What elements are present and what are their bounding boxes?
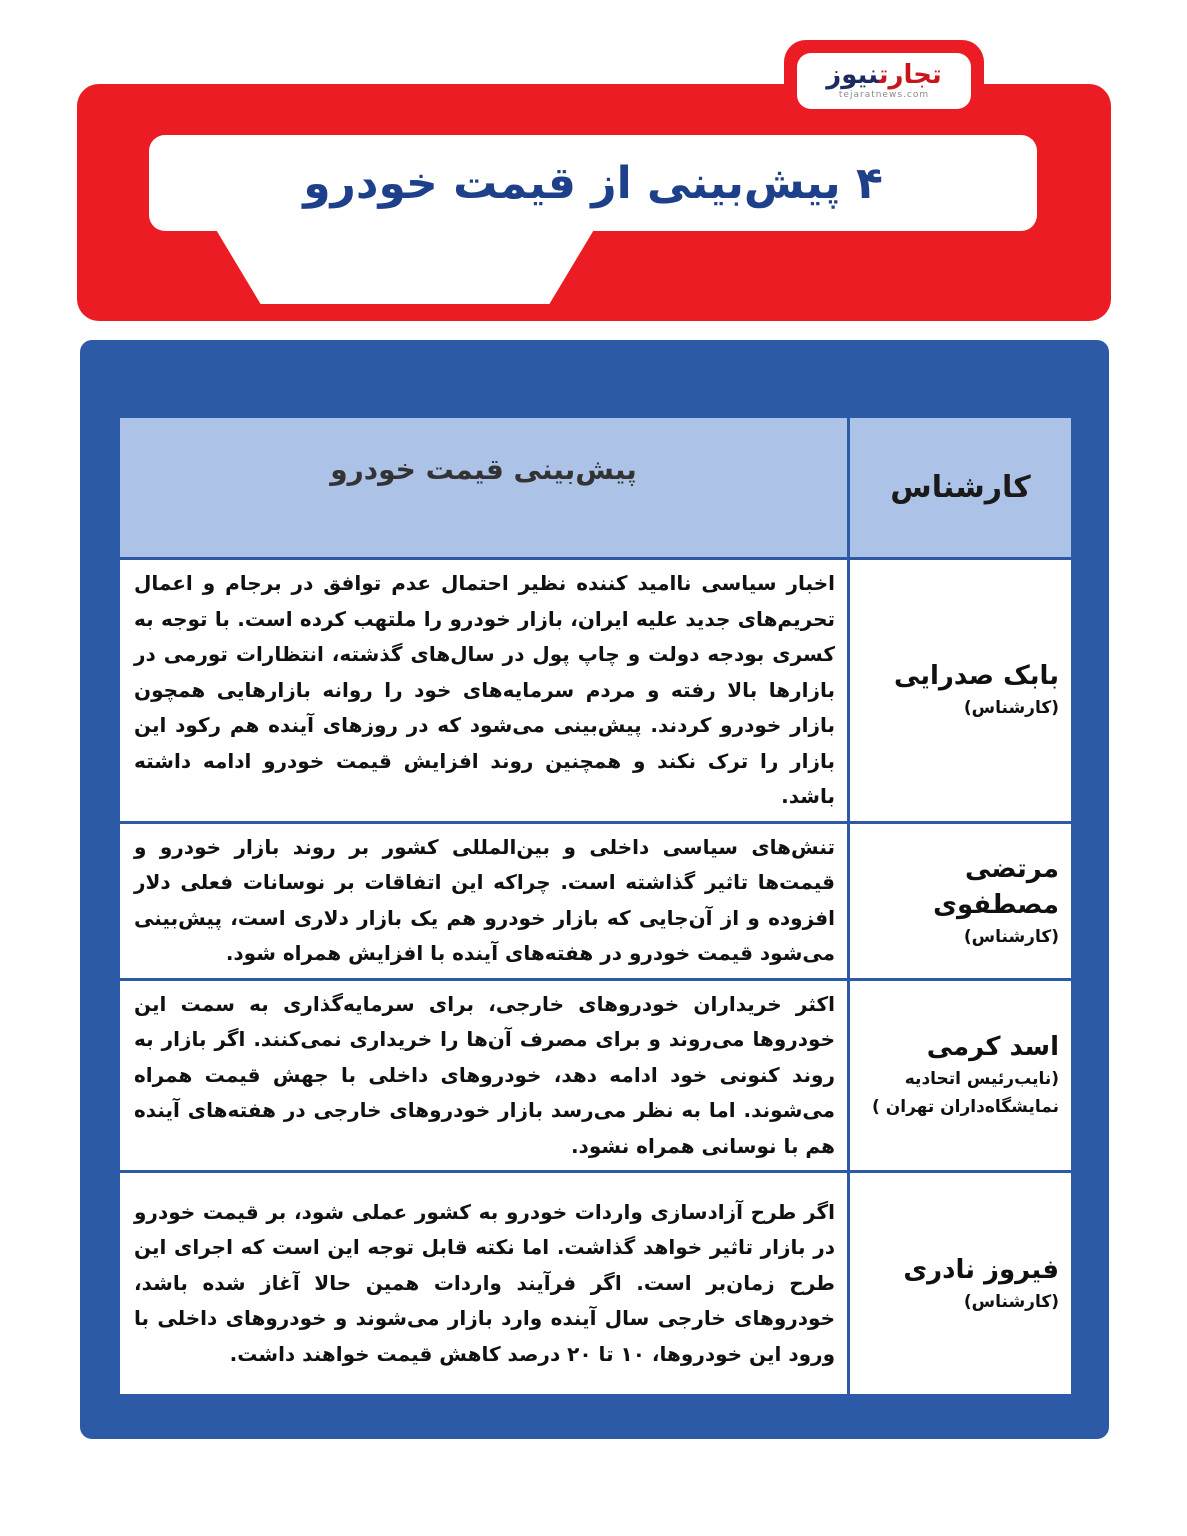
- prediction-table-wrapper: [117, 415, 1074, 1375]
- table-row: [119, 1172, 1073, 1396]
- title-box: [149, 135, 1037, 231]
- expert-cell: [849, 822, 1073, 979]
- logo: [797, 53, 971, 109]
- prediction-text: اکثر خریداران خودروهای خارجی، برای سرمایه‌گذاری به سمت این خودروها می‌روند و برای مصرف آن‌ها را خریداری نمی‌کنند. اگر بازار به روند کنونی خود ادامه دهد، خودروهای داخلی با جهش قیمت همراه می‌شوند. اما به نظر می‌رسد بازار خودروهای خارجی در هفته‌های آینده هم با نوسانی همراه نشود.: [119, 979, 849, 1172]
- expert-role: (کارشناس): [963, 698, 1059, 719]
- header-expert: کارشناس: [849, 417, 1073, 559]
- table-row: [119, 822, 1073, 979]
- expert-cell: [849, 979, 1073, 1172]
- table-row: [119, 559, 1073, 823]
- logo-wordmark: [826, 61, 942, 89]
- expert-name: فیروز نادری: [903, 1254, 1059, 1285]
- prediction-text: اگر طرح آزادسازی واردات خودرو به کشور عملی شود، بر قیمت خودرو در بازار تاثیر خواهد گذاشت. اما نکته قابل توجه این است که اجرای این طرح زمان‌بر است. اگر فرآیند واردات همین حالا آغاز شده باشد، خودروهای خارجی سال آینده وارد بازار می‌شوند و خودروهای داخلی با ورود این خودروها، ۱۰ تا ۲۰ درصد کاهش قیمت خواهند داشت.: [119, 1172, 849, 1396]
- expert-name: اسد کرمی: [926, 1032, 1059, 1063]
- table-row: [119, 979, 1073, 1172]
- table-header-row: [119, 417, 1073, 559]
- expert-role: (نایب‌رئیس اتحادیه نمایشگاه‌داران تهران ): [872, 1069, 1059, 1118]
- title-box-tail: [215, 228, 595, 304]
- expert-cell: [849, 1172, 1073, 1396]
- logo-text-part1: تجارت: [878, 60, 942, 90]
- expert-role: (کارشناس): [963, 926, 1059, 947]
- expert-role: (کارشناس): [963, 1291, 1059, 1312]
- expert-name: مرتضی مصطفوی: [933, 853, 1059, 920]
- header-prediction: پیش‌بینی قیمت خودرو: [119, 417, 849, 559]
- prediction-text: اخبار سیاسی ناامید کننده نظیر احتمال عدم توافق در برجام و اعمال تحریم‌های جدید علیه ایران، بازار خودرو را ملتهب کرده است. با توجه به کسری بودجه دولت و چاپ پول در سال‌های گذشته، انتظارات تورمی در بازارها بالا رفته و مردم سرمایه‌های خود را روانه بازارهایی همچون بازار خودرو کردند. پیش‌بینی می‌شود که در روزهای آینده هم رکود این بازار را ترک نکند و همچنین روند افزایش قیمت خودرو ادامه داشته باشد.: [119, 559, 849, 823]
- expert-cell: [849, 559, 1073, 823]
- expert-name: بابک صدرایی: [893, 661, 1059, 692]
- prediction-table: [117, 415, 1074, 1397]
- prediction-text: تنش‌های سیاسی داخلی و بین‌المللی کشور بر روند بازار خودرو و قیمت‌ها تاثیر گذاشته است. چراکه این اتفاقات بر نوسانات فعلی دلار افزوده و از آن‌جایی که بازار خودرو هم یک بازار دلاری است، پیش‌بینی می‌شود قیمت خودرو در هفته‌های آینده با افزایش همراه شود.: [119, 822, 849, 979]
- logo-url: tejaratnews.com: [838, 90, 930, 100]
- logo-text-part2: نیوز: [826, 60, 879, 90]
- page-title: ۴ پیش‌بینی از قیمت خودرو: [303, 157, 883, 209]
